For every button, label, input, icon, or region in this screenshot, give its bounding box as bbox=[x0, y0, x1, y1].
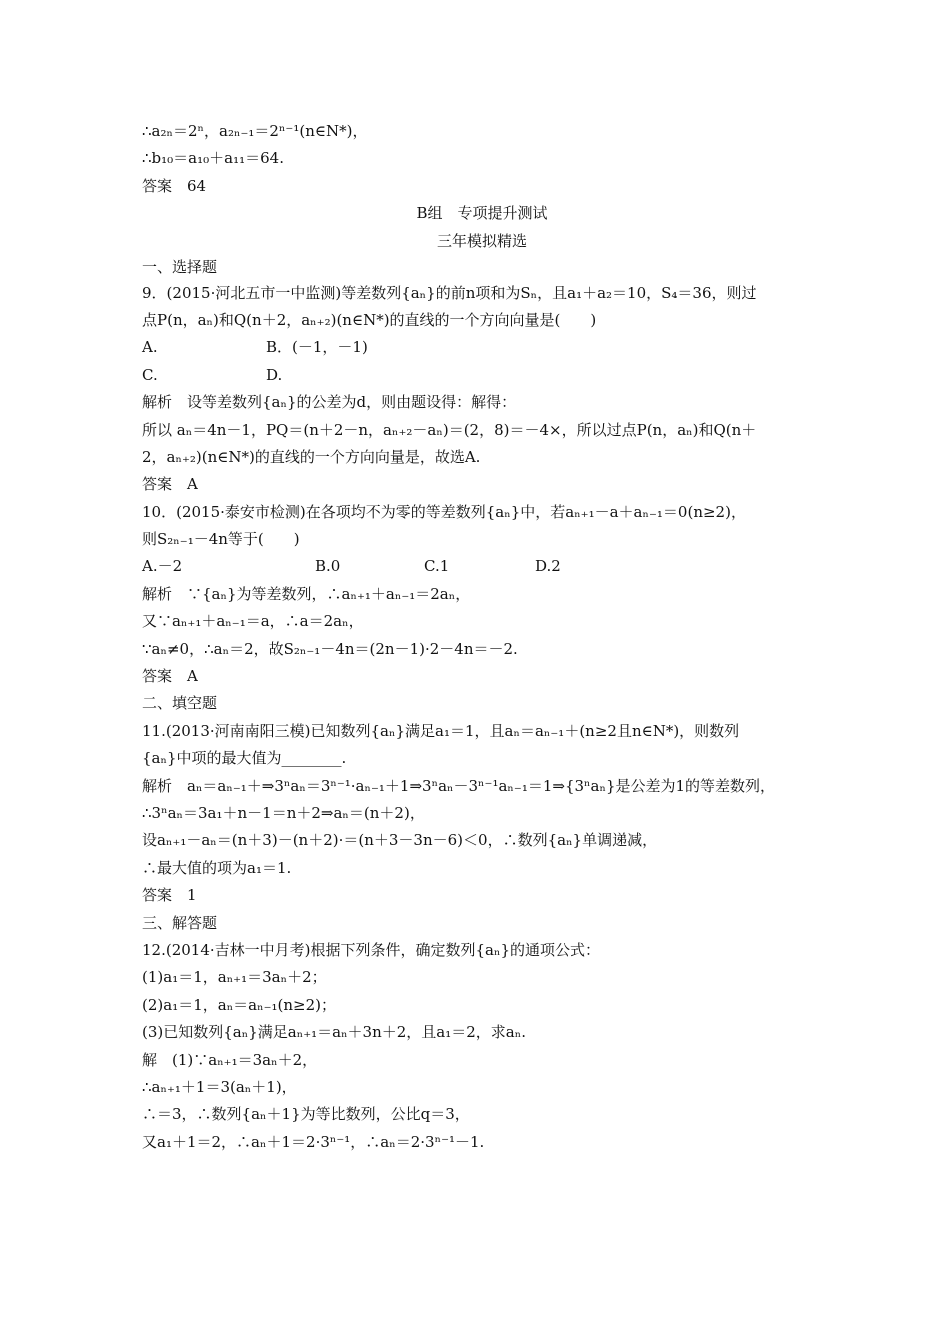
question-12-part3: (3)已知数列{aₙ}满足aₙ₊₁＝aₙ＋3n＋2，且a₁＝2，求aₙ. bbox=[142, 1023, 527, 1042]
question-10-line2: 则S₂ₙ₋₁－4n等于( ) bbox=[142, 530, 300, 549]
solution-line: 又a₁＋1＝2，∴aₙ＋1＝2·3ⁿ⁻¹，∴aₙ＝2·3ⁿ⁻¹－1. bbox=[142, 1132, 485, 1151]
solution-line: ∵aₙ≠0，∴aₙ＝2，故S₂ₙ₋₁－4n＝(2n－1)·2－4n＝－2. bbox=[142, 639, 518, 658]
solution-line: ∴aₙ₊₁＋1＝3(aₙ＋1)， bbox=[142, 1077, 297, 1096]
question-11-line2: {aₙ}中项的最大值为________. bbox=[142, 749, 347, 768]
solution-line: ∴3ⁿaₙ＝3a₁＋n－1＝n＋2⇒aₙ＝(n＋2)， bbox=[142, 803, 425, 822]
heading-solve: 三、解答题 bbox=[142, 913, 218, 932]
solution-line: 解析 设等差数列{aₙ}的公差为d，则由题设得：解得： bbox=[142, 393, 517, 412]
option-c: C.1 bbox=[424, 557, 450, 576]
option-c: C. bbox=[142, 365, 158, 384]
solution-line: 所以 aₙ＝4n－1，PQ＝(n＋2－n，aₙ₊₂－aₙ)＝(2，8)＝－4×，所以过点P(n，aₙ)和Q(n＋ bbox=[142, 420, 757, 439]
solution-line: 又∵aₙ₊₁＋aₙ₋₁＝a，∴a＝2aₙ， bbox=[142, 612, 364, 631]
solution-line: 解 (1)∵aₙ₊₁＝3aₙ＋2， bbox=[142, 1050, 318, 1069]
answer-line: 答案 A bbox=[142, 667, 198, 686]
option-a: A. bbox=[142, 338, 158, 357]
option-b: B．(－1，－1) bbox=[266, 338, 368, 357]
text-line: ∴a₂ₙ＝2ⁿ，a₂ₙ₋₁＝2ⁿ⁻¹(n∈N*)， bbox=[142, 122, 368, 140]
question-12-part2: (2)a₁＝1，aₙ＝aₙ₋₁(n≥2)； bbox=[142, 995, 337, 1014]
solution-line: 2，aₙ₊₂)(n∈N*)的直线的一个方向向量是，故选A. bbox=[142, 447, 481, 466]
question-10-line1: 10．(2015·泰安市检测)在各项均不为零的等差数列{aₙ}中，若aₙ₊₁－a＋aₙ₋₁＝0(n≥2)， bbox=[142, 502, 746, 521]
question-11-line1: 11.(2013·河南南阳三模)已知数列{aₙ}满足a₁＝1，且aₙ＝aₙ₋₁＋(n≥2且n∈N*)，则数列 bbox=[142, 721, 740, 740]
option-d: D.2 bbox=[535, 557, 561, 576]
answer-line: 答案 64 bbox=[142, 176, 207, 195]
question-12-part1: (1)a₁＝1，aₙ₊₁＝3aₙ＋2； bbox=[142, 968, 327, 987]
text-line: ∴b₁₀＝a₁₀＋a₁₁＝64. bbox=[142, 149, 284, 168]
option-b: B.0 bbox=[315, 557, 341, 576]
question-9-line2: 点P(n，aₙ)和Q(n＋2，aₙ₊₂)(n∈N*)的直线的一个方向向量是( ) bbox=[142, 310, 597, 329]
question-9-options-ab bbox=[142, 334, 822, 361]
option-a: A.－2 bbox=[142, 557, 183, 576]
answer-line: 答案 1 bbox=[142, 886, 197, 905]
section-title: B组 专项提升测试 bbox=[416, 204, 548, 223]
question-10-options bbox=[142, 553, 822, 580]
answer-line: 答案 A bbox=[142, 475, 198, 494]
solution-line: 解析 ∵{aₙ}为等差数列，∴aₙ₊₁＋aₙ₋₁＝2aₙ， bbox=[142, 584, 471, 603]
section-subtitle: 三年模拟精选 bbox=[436, 231, 527, 250]
solution-line: ∴＝3，∴数列{aₙ＋1}为等比数列，公比q＝3， bbox=[142, 1105, 470, 1124]
solution-line: 设aₙ₊₁－aₙ＝(n＋3)－(n＋2)·＝(n＋3－3n－6)＜0，∴数列{aₙ}单调递减， bbox=[142, 831, 658, 850]
document-page bbox=[142, 118, 822, 1156]
heading-choice: 一、选择题 bbox=[142, 257, 218, 276]
solution-line: ∴最大值的项为a₁＝1. bbox=[142, 858, 292, 877]
option-d: D. bbox=[266, 365, 283, 384]
question-9-line1: 9．(2015·河北五市一中监测)等差数列{aₙ}的前n项和为Sₙ，且a₁＋a₂＝10，S₄＝36，则过 bbox=[142, 283, 757, 302]
solution-line: 解析 aₙ＝aₙ₋₁＋⇒3ⁿaₙ＝3ⁿ⁻¹·aₙ₋₁＋1⇒3ⁿaₙ－3ⁿ⁻¹aₙ₋₁＝1⇒{3ⁿaₙ}是公差为1的等差数列， bbox=[142, 776, 776, 795]
question-9-options-cd bbox=[142, 362, 822, 389]
question-12-line1: 12.(2014·吉林一中月考)根据下列条件，确定数列{aₙ}的通项公式： bbox=[142, 940, 601, 959]
heading-fill: 二、填空题 bbox=[142, 694, 218, 713]
